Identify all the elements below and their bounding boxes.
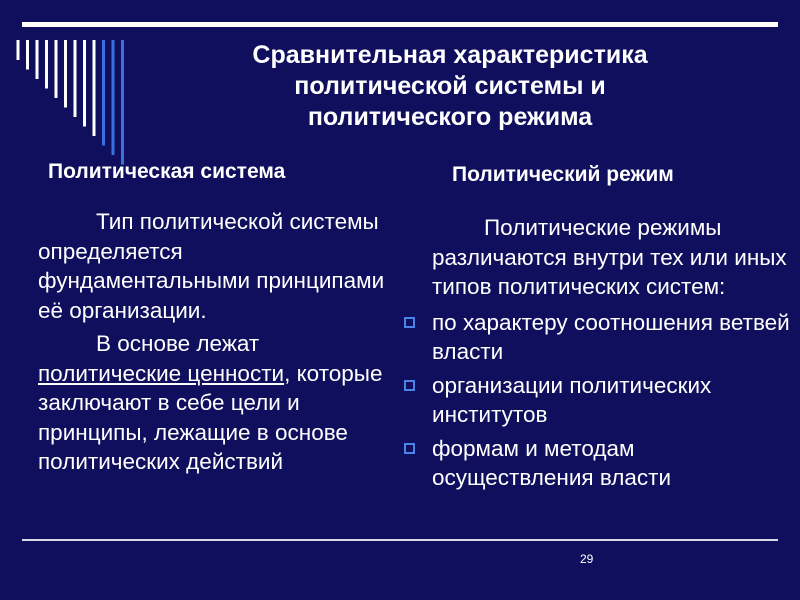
- page-number: 29: [580, 552, 594, 566]
- list-item-text: организации политических институтов: [432, 372, 712, 427]
- left-paragraph-2-prefix: В основе лежат: [96, 331, 260, 356]
- slide-title: [210, 40, 690, 133]
- title-line-2: политической системы и: [294, 72, 606, 100]
- list-item-text: по характеру соотношения ветвей власти: [432, 309, 790, 364]
- right-paragraph: Политические режимы различаются внутри тех или иных типов политических систем:: [432, 215, 787, 299]
- hollow-square-bullet-icon: [404, 317, 415, 328]
- left-paragraph-2: [38, 329, 388, 477]
- left-paragraph-1: Тип политической системы определяется фундаментальными принципами её организации.: [38, 209, 385, 323]
- right-column-heading: Политический режим: [452, 163, 674, 186]
- title-line-3: политического режима: [307, 103, 593, 131]
- top-rule: [22, 22, 778, 27]
- list-item: [432, 434, 794, 493]
- list-item: [432, 371, 794, 430]
- list-item: [432, 308, 794, 367]
- left-column-heading: Политическая система: [48, 160, 286, 183]
- list-item-text: формам и методам осуществления власти: [432, 435, 672, 490]
- bottom-rule: [22, 539, 778, 541]
- right-column: [432, 213, 794, 497]
- right-bullet-list: [432, 308, 794, 493]
- left-paragraph-2-suffix: , которые заключают в себе цели и принципы, лежащие в основе политических действий: [38, 360, 383, 474]
- title-line-1: Сравнительная характеристика: [252, 41, 648, 69]
- hollow-square-bullet-icon: [404, 380, 415, 391]
- left-column: [38, 207, 388, 481]
- hollow-square-bullet-icon: [404, 443, 415, 454]
- political-values-underlined: политические ценности: [38, 360, 285, 386]
